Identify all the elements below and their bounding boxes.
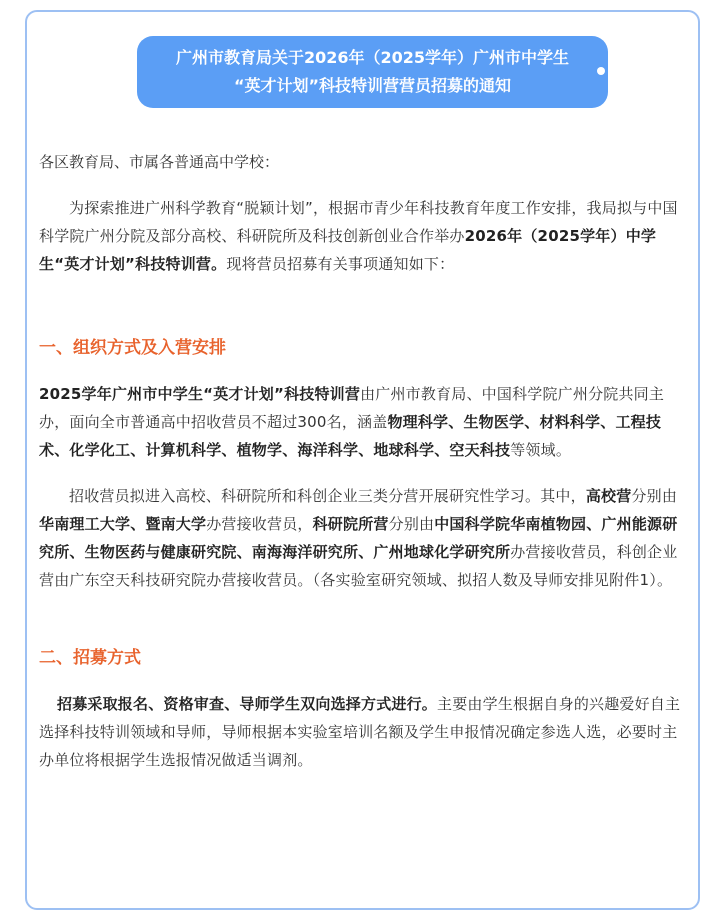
title-line-1: 广州市教育局关于2026年（2025学年）广州市中学生 (175, 48, 570, 67)
s1p2-bold-2: 华南理工大学、暨南大学 (39, 515, 207, 533)
intro-text-1: 为探索推进广州科学教育“脱颖计划”，根据市青少年科技教育年度工作安排，我局拟与中国科学院广州分院及部分高校、科研院所及科技创新创业合作举办 (39, 199, 678, 245)
s1p1-bold-2: 物理科学、生物医学、材料科学、工程技术、化学化工、计算机科学、植物学、海洋科学、地球科学、空天科技 (39, 413, 662, 459)
s1p1-bold-1: 2025学年广州市中学生“英才计划”科技特训营 (39, 385, 361, 403)
section-2-paragraph-1 (39, 690, 689, 774)
section-1-paragraph-1 (39, 380, 689, 464)
s1p2-text-1: 招收营员拟进入高校、科研院所和科创企业三类分营开展研究性学习。其中， (69, 487, 586, 505)
title-banner (137, 36, 608, 108)
s1p2-bold-4: 中国科学院华南植物园、广州能源研究所、生物医药与健康研究院、南海海洋研究所、广州地球化学研究所 (39, 515, 678, 561)
intro-paragraph (39, 194, 689, 278)
title-line-2: “英才计划”科技特训营营员招募的通知 (233, 76, 512, 95)
intro-bold-text: 2026年（2025学年）中学生“英才计划”科技特训营。 (39, 227, 657, 273)
section-1-paragraph-2 (39, 482, 689, 594)
article-body (39, 148, 689, 774)
section-1-heading: 一、组织方式及入营安排 (39, 338, 226, 358)
salutation: 各区教育局、市属各普通高中学校： (39, 153, 280, 171)
banner-dot-decoration (597, 67, 605, 75)
intro-text-2: 现将营员招募有关事项通知如下： (226, 255, 455, 273)
s1p2-text-3: 办营接收营员， (206, 515, 313, 533)
s2p1-text-1: 主要由学生根据自身的兴趣爱好自主选择科技特训领域和导师，导师根据本实验室培训名额及学生申报情况确定参选人选，必要时主办单位将根据学生选报情况做适当调剂。 (39, 695, 681, 769)
s1p1-text-2: 等领域。 (510, 441, 572, 459)
s1p2-bold-3: 科研院所营 (312, 515, 389, 533)
s1p2-bold-1: 高校营 (585, 487, 632, 505)
s1p2-text-5: 办营接收营员，科创企业营由广东空天科技研究院办营接收营员。（各实验室研究领域、拟招人数及导师安排见附件1）。 (39, 543, 678, 589)
section-2-heading: 二、招募方式 (39, 648, 141, 668)
s1p2-text-2: 分别由 (631, 487, 678, 505)
s2p1-bold-1: 招募采取报名、资格审查、导师学生双向选择方式进行。 (57, 695, 438, 713)
s1p2-text-4: 分别由 (388, 515, 435, 533)
s1p1-text-1: 由广州市教育局、中国科学院广州分院共同主办，面向全市普通高中招收营员不超过300名，涵盖 (39, 385, 665, 431)
